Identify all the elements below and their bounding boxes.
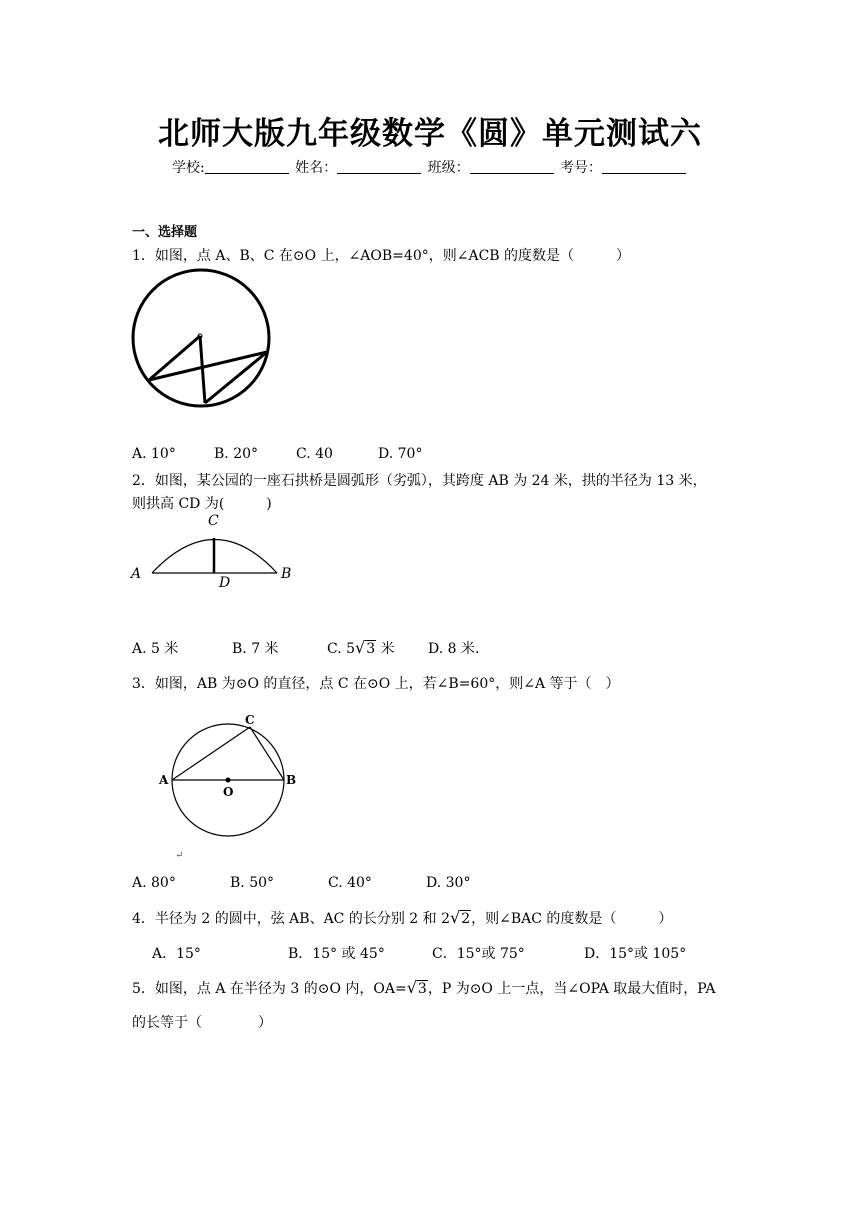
q4-option-d: D．15°或 105° [584, 946, 687, 962]
q3-option-b: B. 50° [230, 875, 275, 891]
q4-option-c: C．15°或 75° [432, 946, 525, 962]
q2-figure [128, 510, 298, 592]
q2-stem-line2: 则拱高 CD 为( ) [132, 496, 272, 512]
q5-stem-line1: 5．如图，点 A 在半径为 3 的⊙O 内，OA=√3，P 为⊙O 上一点，当∠OPA 取最大值时，PA [132, 978, 716, 997]
q1-option-b: B. 20° [214, 446, 259, 462]
q3-label-a: A [159, 773, 169, 787]
q3-option-c: C. 40° [328, 875, 372, 891]
q3-label-b: B [286, 773, 297, 787]
q2-options [132, 638, 479, 658]
q2-option-b: B. 7 米 [232, 641, 279, 657]
page-title: 北师大版九年级数学《圆》单元测试六 [158, 116, 702, 152]
sqrt-symbol: √3 [355, 638, 376, 657]
q4-option-b: B．15° 或 45° [288, 946, 385, 962]
q2-label-c: C [208, 513, 219, 529]
exam-no-blank [602, 159, 686, 174]
q3-option-a: A. 80° [132, 875, 176, 891]
q4-stem: 4．半径为 2 的圆中，弦 AB、AC 的长分别 2 和 2√2，则∠BAC 的度数是（ ） [132, 908, 673, 927]
q1-option-d: D. 70° [378, 446, 423, 462]
q1-stem: 1．如图，点 A、B、C 在⊙O 上，∠AOB=40°，则∠ACB 的度数是（ ） [132, 248, 631, 264]
q1-option-a: A. 10° [132, 446, 176, 462]
q1-segment-ob [200, 336, 205, 403]
q2-stem-line1: 2．如图，某公园的一座石拱桥是圆弧形（劣弧），其跨度 AB 为 24 米，拱的半径为 13 米， [132, 473, 707, 489]
q4-option-a: A．15° [152, 946, 201, 962]
q3-label-o: O [223, 785, 234, 799]
q2-option-d: D. 8 米. [428, 641, 480, 657]
q2-option-a: A. 5 米 [132, 641, 179, 657]
q3-stem: 3．如图，AB 为⊙O 的直径，点 C 在⊙O 上，若∠B=60°，则∠A 等于（ ） [132, 676, 620, 692]
q5-stem-line2: 的长等于（ ） [132, 1015, 272, 1031]
sqrt-symbol: √2 [450, 908, 471, 927]
q4-options [152, 943, 686, 963]
exam-no-label: 考号： [560, 160, 603, 176]
class-blank [470, 159, 554, 174]
q3-label-c: C [245, 713, 255, 727]
q3-figure [155, 712, 305, 862]
name-blank [337, 159, 421, 174]
q1-options [132, 446, 422, 462]
q3-option-d: D. 30° [426, 875, 471, 891]
q2-option-c: C. 5√3 米 [327, 638, 395, 657]
q3-center-point [226, 778, 231, 783]
q1-option-c: C. 40 [296, 446, 333, 462]
q2-label-d: D [219, 575, 231, 591]
q3-options [132, 875, 470, 891]
q2-label-a: A [131, 566, 142, 582]
q1-figure [128, 266, 276, 412]
class-label: 班级： [427, 160, 470, 176]
q3-chord-ac [172, 727, 250, 780]
sqrt-symbol: √3 [406, 978, 427, 997]
section-heading: 一、选择题 [132, 225, 198, 240]
q3-chord-bc [250, 727, 284, 780]
q2-label-b: B [281, 566, 292, 582]
school-blank [205, 159, 289, 174]
name-label: 姓名： [295, 160, 338, 176]
school-label: 学校: [171, 160, 205, 176]
q3-return-mark: ↵ [175, 850, 184, 861]
student-info-line [0, 157, 860, 177]
